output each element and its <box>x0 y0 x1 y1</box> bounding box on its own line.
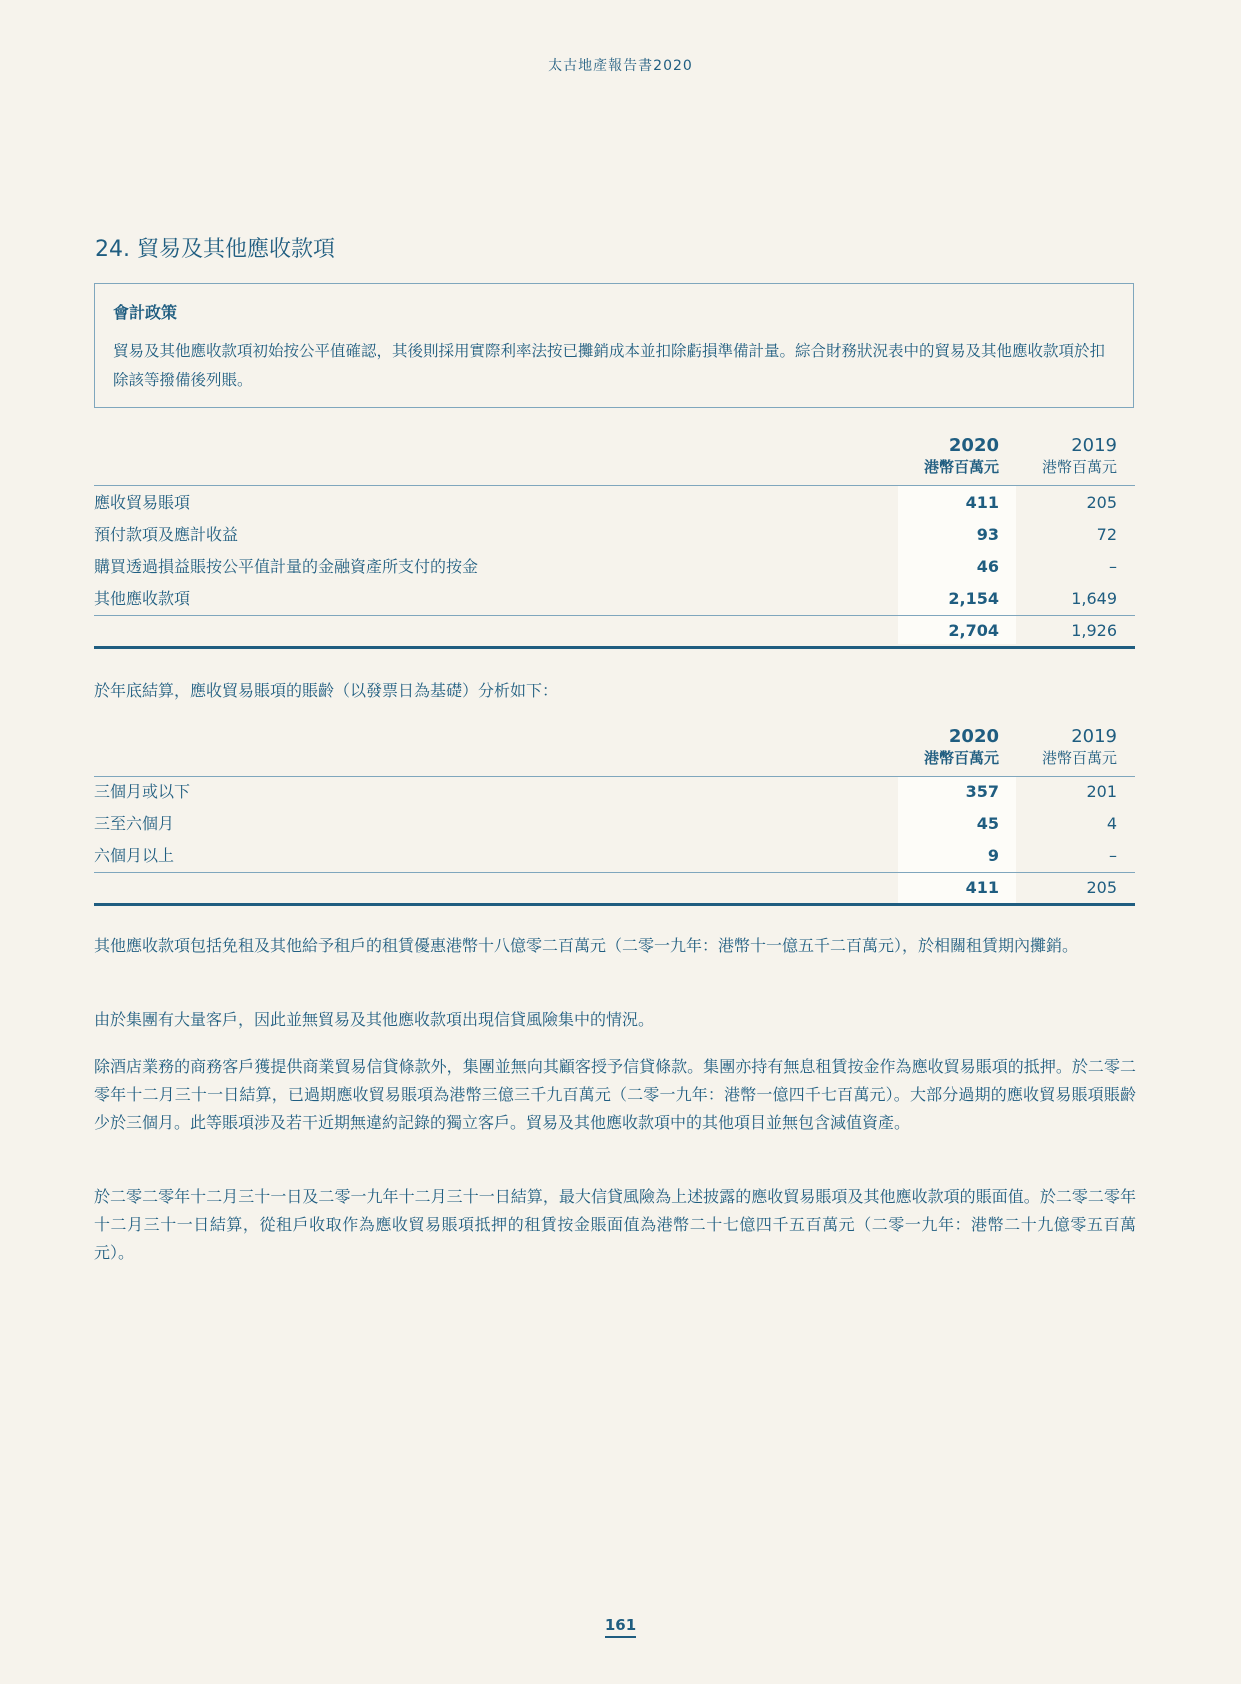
value-2020: 93 <box>976 525 999 544</box>
table-row <box>94 487 1135 519</box>
year-current: 2020 <box>948 435 999 456</box>
total-rule <box>94 646 1135 649</box>
year-current: 2020 <box>948 726 999 747</box>
page-number: 161 <box>605 1616 636 1638</box>
total-2020: 2,704 <box>948 621 999 640</box>
total-2020: 411 <box>965 878 999 897</box>
unit-prior: 港幣百萬元 <box>1041 458 1117 476</box>
report-header: 太古地產報告書2020 <box>548 58 693 74</box>
paragraph-max-credit-risk: 於二零二零年十二月三十一日及二零一九年十二月三十一日結算，最大信貸風險為上述披露的應收貿易賬項及其他應收款項的賬面值。於二零二零年十二月三十一日結算，從租戶收取作為應收貿易賬項抵押的租賃按金賬面值為港幣二十七億四千五百萬元（二零一九年：港幣二十九億零五百萬元）。 <box>94 1187 1136 1262</box>
value-2019: 1,649 <box>1071 589 1117 608</box>
table-header <box>94 435 1135 485</box>
value-2020: 357 <box>965 782 999 801</box>
unit-prior: 港幣百萬元 <box>1041 749 1117 767</box>
policy-text: 貿易及其他應收款項初始按公平值確認，其後則採用實際利率法按已攤銷成本並扣除虧損準備計量。綜合財務狀況表中的貿易及其他應收款項於扣除該等撥備後列賬。 <box>113 342 1106 389</box>
table-row <box>94 776 1135 808</box>
accounting-policy-box <box>94 283 1134 408</box>
value-2019: 4 <box>1106 814 1117 833</box>
total-row <box>94 872 1135 904</box>
total-row <box>94 615 1135 647</box>
row-label: 預付款項及應計收益 <box>94 525 239 544</box>
value-2020: 46 <box>976 557 999 576</box>
paragraph-lease-incentives: 其他應收款項包括免租及其他給予租戶的租賃優惠港幣十八億零二百萬元（二零一九年：港幣十一億五千二百萬元），於相關租賃期內攤銷。 <box>94 936 1079 955</box>
value-2019: 201 <box>1086 782 1117 801</box>
total-2019: 1,926 <box>1071 621 1117 640</box>
paragraph-credit-concentration: 由於集團有大量客戶，因此並無貿易及其他應收款項出現信貸風險集中的情況。 <box>94 1010 655 1029</box>
value-2019: 72 <box>1096 525 1117 544</box>
unit-current: 港幣百萬元 <box>923 458 999 476</box>
section-title: 24. 貿易及其他應收款項 <box>95 237 335 262</box>
table-row <box>94 519 1135 551</box>
year-prior: 2019 <box>1071 435 1117 456</box>
row-label: 三個月或以下 <box>94 782 191 801</box>
year-prior: 2019 <box>1071 726 1117 747</box>
policy-title: 會計政策 <box>113 303 178 322</box>
value-2019: – <box>1109 557 1117 576</box>
table-row <box>94 808 1135 840</box>
row-label: 應收貿易賬項 <box>94 493 191 512</box>
paragraph-credit-terms: 除酒店業務的商務客戶獲提供商業貿易信貸條款外，集團並無向其顧客授予信貸條款。集團亦持有無息租賃按金作為應收貿易賬項的抵押。於二零二零年十二月三十一日結算，已過期應收貿易賬項為港幣三億三千九百萬元（二零一九年：港幣一億四千七百萬元）。大部分過期的應收貿易賬項賬齡少於三個月。此等賬項涉及若干近期無違約記錄的獨立客戶。貿易及其他應收款項中的其他項目並無包含減值資產。 <box>94 1057 1136 1132</box>
row-label: 購買透過損益賬按公平值計量的金融資產所支付的按金 <box>94 557 479 576</box>
header-rule <box>94 485 1135 486</box>
table-row <box>94 551 1135 583</box>
value-2019: 205 <box>1086 493 1117 512</box>
table-header <box>94 726 1135 776</box>
page-number-area <box>0 1615 1241 1634</box>
row-label: 其他應收款項 <box>94 589 191 608</box>
value-2020: 2,154 <box>948 589 999 608</box>
unit-current: 港幣百萬元 <box>923 749 999 767</box>
value-2020: 411 <box>965 493 999 512</box>
row-label: 六個月以上 <box>94 846 175 865</box>
value-2020: 45 <box>976 814 999 833</box>
total-rule <box>94 903 1135 906</box>
total-2019: 205 <box>1086 878 1117 897</box>
value-2019: – <box>1109 846 1117 865</box>
row-label: 三至六個月 <box>94 814 175 833</box>
aging-intro: 於年底結算，應收貿易賬項的賬齡（以發票日為基礎）分析如下： <box>94 681 559 700</box>
table-row <box>94 840 1135 872</box>
value-2020: 9 <box>987 846 999 865</box>
table-row <box>94 583 1135 615</box>
